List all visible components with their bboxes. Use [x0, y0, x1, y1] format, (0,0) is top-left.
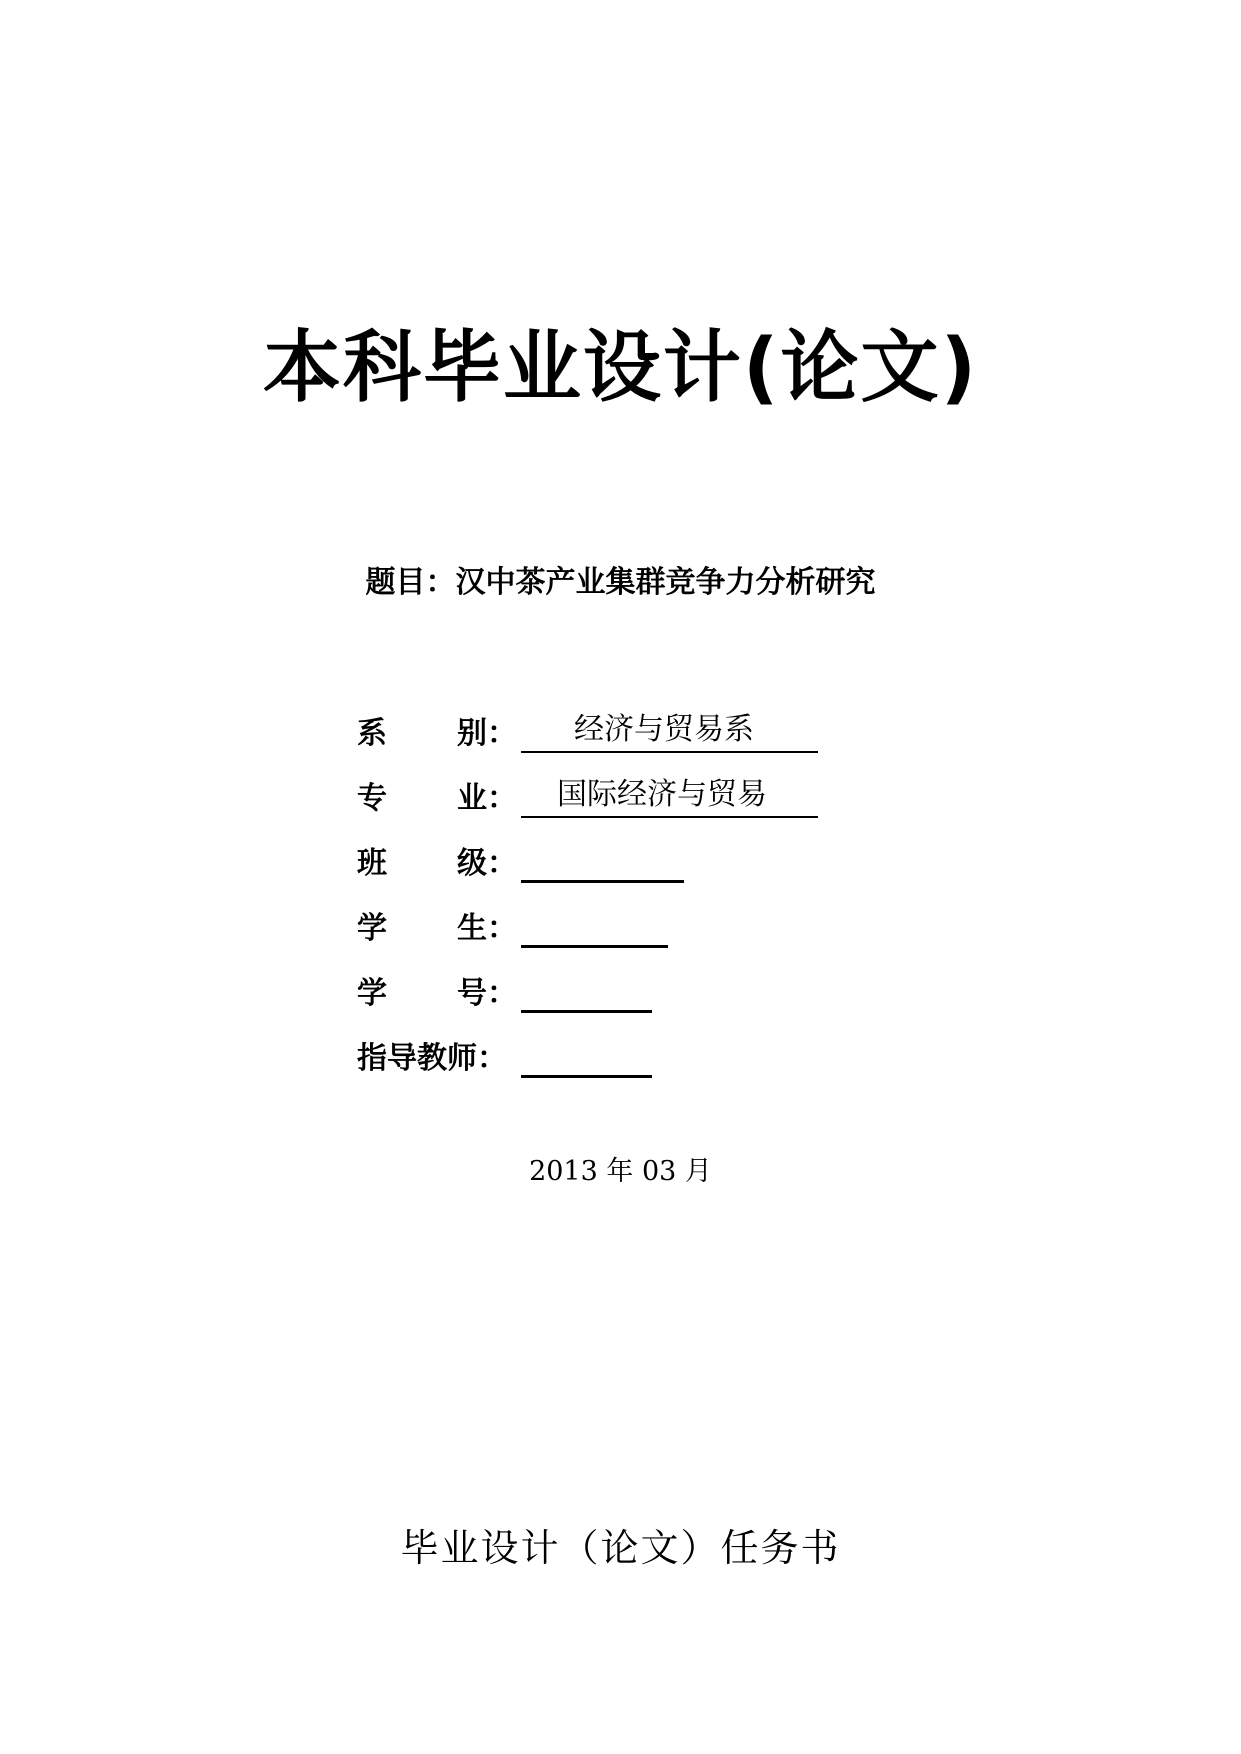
field-row-advisor	[357, 1015, 818, 1080]
field-row-student	[357, 885, 818, 950]
field-row-class	[357, 820, 818, 885]
task-book-title: 毕业设计（论文）任务书	[400, 1526, 841, 1570]
student-id-field	[521, 968, 652, 1013]
advisor-field	[521, 1033, 652, 1078]
field-label: 系 别：	[357, 716, 517, 751]
field-row-major	[357, 755, 818, 820]
info-field-list	[357, 690, 818, 1080]
major-field: 国际经济与贸易	[521, 774, 818, 818]
class-field	[521, 838, 684, 883]
student-field	[521, 903, 668, 948]
field-label: 专 业：	[357, 781, 517, 816]
field-label: 班 级：	[357, 846, 517, 881]
field-label: 学 生：	[357, 911, 517, 946]
field-label: 指导教师：	[357, 1041, 507, 1076]
field-label: 学 号：	[357, 976, 517, 1011]
field-row-student-id	[357, 950, 818, 1015]
field-row-department	[357, 690, 818, 755]
department-field: 经济与贸易系	[521, 709, 818, 753]
date-text: 2013 年 03 月	[529, 1156, 712, 1187]
thesis-subject: 题目：汉中茶产业集群竞争力分析研究	[365, 565, 876, 600]
main-title: 本科毕业设计(论文)	[262, 323, 979, 413]
